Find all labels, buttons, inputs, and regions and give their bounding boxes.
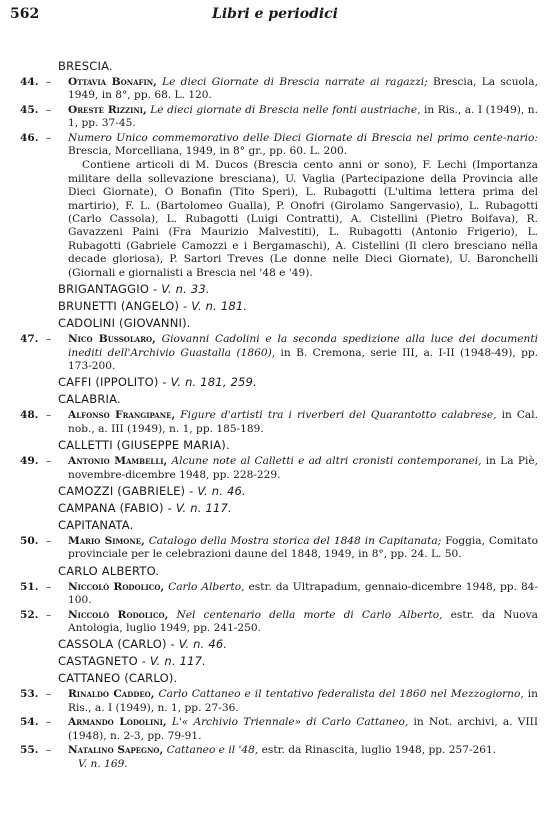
- entry-number: 50.: [20, 534, 39, 547]
- entry-author: Armando Lodolini,: [68, 716, 167, 729]
- entry-55-cross-reference: V. n. 169.: [78, 758, 128, 771]
- entry-number: 48.: [20, 409, 39, 422]
- entry-dash: –: [46, 580, 52, 593]
- entry-details: Brescia, La scuola, 1949, in 8°, pp. 68. L. 120.: [68, 76, 538, 102]
- entry-details: in B. Cremona, serie III, a. I-II (1948-49), pp. 173-200.: [68, 346, 539, 372]
- heading-name: CASTAGNETO -: [58, 654, 147, 669]
- entry-author: Natalino Sapegno,: [68, 744, 164, 756]
- entry-54: [20, 716, 538, 743]
- entry-dash: –: [46, 333, 52, 346]
- section-heading-castagneto: [58, 653, 538, 670]
- entry-46: [20, 132, 538, 159]
- page-header: [10, 8, 540, 26]
- entry-details: estr. da Rinascita, luglio 1948, pp. 257-261.: [261, 744, 497, 756]
- entry-46-contents: Contiene articoli di M. Ducos (Brescia cento anni or sono), F. Lechi (Importanza militare della sollevazione bresciana), U. Vaglia (Partecipazione della Provincia alle Dieci Giornate), O Bonafin (Tito Speri), L. Rubagotti (L'ultima lettera prima del martirio), F. L. (Bartolomeo Gualla), P. Onofri (Girolamo Sangervasio), L. Rubagotti (Carlo Cassola), L. Rubagotti (Luigi Contratti), A. Cistellini (Pietro Boifava), R. Gavazzeni Paini (Fra Maurizio Malvestiti), L. Rubagotti (Antonio Frigerio), L. Rubagotti (Gabriele Camozzi e i Bergamaschi), A. Cistellini (Il clero bresciano nella decade gloriosa), P. Sartori Treves (Le donne nelle Dieci Giornate), U. Baronchelli (Giornali e giornalisti a Brescia nel '48 e '49).: [68, 159, 538, 279]
- entry-author: Niccolò Rodolico,: [68, 608, 169, 621]
- entry-number: 45.: [20, 103, 39, 116]
- entry-45: [20, 104, 538, 131]
- bibliography-body: [20, 58, 538, 772]
- heading-name: CASSOLA (CARLO) -: [58, 637, 175, 652]
- entry-author: Alfonso Frangipane,: [68, 409, 176, 422]
- entry-title: Carlo Alberto,: [168, 580, 245, 593]
- entry-title: L'« Archivio Triennale» di Carlo Cattaneo,: [171, 716, 409, 729]
- entry-author: Niccolò Rodolico,: [68, 580, 165, 593]
- section-heading-calabria: CALABRIA.: [58, 392, 121, 407]
- entry-details: in Ris., a. I (1949), n. 1, pp. 37-45.: [68, 103, 538, 130]
- section-heading-capitanata: CAPITANATA.: [58, 517, 134, 532]
- section-heading-carlo-alberto: CARLO ALBERTO.: [58, 563, 160, 578]
- entry-title: Le dieci Giornate di Brescia narrate ai ragazzi;: [162, 76, 428, 88]
- entry-number: 53.: [20, 688, 39, 701]
- entry-dash: –: [46, 76, 52, 88]
- page-number: 562: [10, 6, 40, 22]
- entry-title: Cattaneo e il '48,: [166, 744, 259, 756]
- entry-title: Giovanni Cadolini e la seconda spedizione alla luce dei documenti inediti dell'Archivio Guastalla (1860),: [68, 333, 538, 359]
- heading-name: BRIGANTAGGIO -: [58, 282, 158, 297]
- entry-dash: –: [46, 688, 52, 701]
- entry-author: Ottavia Bonafin,: [68, 76, 157, 88]
- cross-reference: V. n. 181.: [191, 299, 248, 314]
- entry-dash: –: [46, 409, 52, 422]
- entry-55: [20, 744, 538, 757]
- section-heading-cattaneo: CATTANEO (CARLO).: [58, 671, 178, 686]
- entry-number: 47.: [20, 333, 39, 346]
- entry-48: [20, 409, 538, 436]
- entry-details: Foggia, Comitato provinciale per le celebrazioni daune del 1848, 1949, in 8°, pp. 24. L. 50.: [68, 534, 539, 561]
- entry-author: Oreste Rizzini,: [68, 103, 147, 116]
- entry-44: [20, 76, 538, 103]
- entry-number: 44.: [20, 76, 39, 88]
- entry-dash: –: [46, 716, 52, 729]
- entry-dash: –: [46, 744, 52, 756]
- section-heading-brigantaggio: [58, 281, 538, 298]
- entry-title: Le dieci giornate di Brescia nelle fonti austriache,: [150, 103, 421, 116]
- entry-title: Alcune note al Calletti e ad altri cronisti contemporanei,: [171, 455, 482, 468]
- running-title: Libri e periodici: [212, 6, 338, 22]
- entry-details: estr. da Ultrapadum, gennaio-dicembre 1948, pp. 84-100.: [68, 580, 538, 607]
- entry-author: Nico Bussolaro,: [68, 333, 156, 346]
- entry-number: 51.: [20, 580, 39, 593]
- entry-title: Numero Unico commemorativo delle Dieci Giornate di Brescia nel primo cente-nario:: [68, 131, 538, 144]
- entry-dash: –: [46, 131, 52, 144]
- cross-reference: V. n. 181, 259.: [170, 375, 257, 390]
- entry-details: estr. da Nuova Antologia, luglio 1949, pp. 241-250.: [68, 608, 538, 634]
- entry-details: in Cal. nob., a. III (1949), n. 1, pp. 185-189.: [68, 409, 539, 435]
- entry-dash: –: [46, 103, 52, 116]
- entry-number: 46.: [20, 131, 39, 144]
- section-heading-cassola: [58, 636, 538, 653]
- heading-name: BRUNETTI (ANGELO) -: [58, 299, 188, 314]
- entry-52: [20, 609, 538, 636]
- entry-author: Rinaldo Caddeo,: [68, 688, 155, 701]
- section-heading-calletti: CALLETTI (GIUSEPPE MARIA).: [58, 438, 230, 453]
- entry-dash: –: [46, 455, 52, 468]
- entry-author: Mario Simone,: [68, 534, 145, 547]
- section-heading-cadolini: CADOLINI (GIOVANNI).: [58, 316, 191, 331]
- section-heading-caffi: [58, 374, 538, 391]
- section-heading-brunetti: [58, 298, 538, 315]
- entry-number: 52.: [20, 608, 39, 621]
- cross-reference: V. n. 117.: [175, 500, 232, 515]
- entry-title: Carlo Cattaneo e il tentativo federalista del 1860 nel Mezzogiorno,: [158, 688, 524, 701]
- entry-number: 49.: [20, 455, 39, 468]
- heading-name: CAMOZZI (GABRIELE) -: [58, 483, 194, 498]
- entry-53: [20, 688, 538, 715]
- section-heading-brescia: BRESCIA.: [58, 59, 113, 73]
- cross-reference: V. n. 33.: [161, 282, 210, 297]
- entry-title: Nel centenario della morte di Carlo Alberto,: [176, 608, 443, 621]
- section-heading-camozzi: [58, 483, 538, 500]
- cross-reference: V. n. 46.: [178, 637, 228, 652]
- section-heading-campana: [58, 500, 538, 517]
- entry-details: in La Piè, novembre-dicembre 1948, pp. 228-229.: [68, 455, 538, 481]
- entry-49: [20, 455, 538, 482]
- entry-51: [20, 581, 538, 608]
- entry-47: [20, 333, 538, 373]
- entry-details: in Not. archivi, a. VIII (1948), n. 2-3, pp. 79-91.: [68, 716, 539, 742]
- cross-reference: V. n. 46.: [197, 483, 246, 498]
- entry-details: in Ris., a. I (1949), n. 1, pp. 27-36.: [68, 688, 539, 714]
- entry-author: Antonio Mambelli,: [68, 455, 168, 468]
- entry-50: [20, 535, 538, 562]
- entry-details: Brescia, Morcelliana, 1949, in 8° gr., pp. 60. L. 200.: [68, 145, 348, 158]
- entry-number: 55.: [20, 744, 39, 756]
- heading-name: CAFFI (IPPOLITO) -: [58, 375, 167, 390]
- entry-title: Catalogo della Mostra storica del 1848 in Capitanata;: [148, 534, 442, 547]
- entry-dash: –: [46, 608, 52, 621]
- entry-dash: –: [46, 534, 52, 547]
- heading-name: CAMPANA (FABIO) -: [58, 500, 172, 515]
- entry-number: 54.: [20, 716, 39, 729]
- entry-title: Figure d'artisti tra i riverberi del Quarantotto calabrese,: [180, 409, 497, 422]
- cross-reference: V. n. 117.: [149, 654, 206, 669]
